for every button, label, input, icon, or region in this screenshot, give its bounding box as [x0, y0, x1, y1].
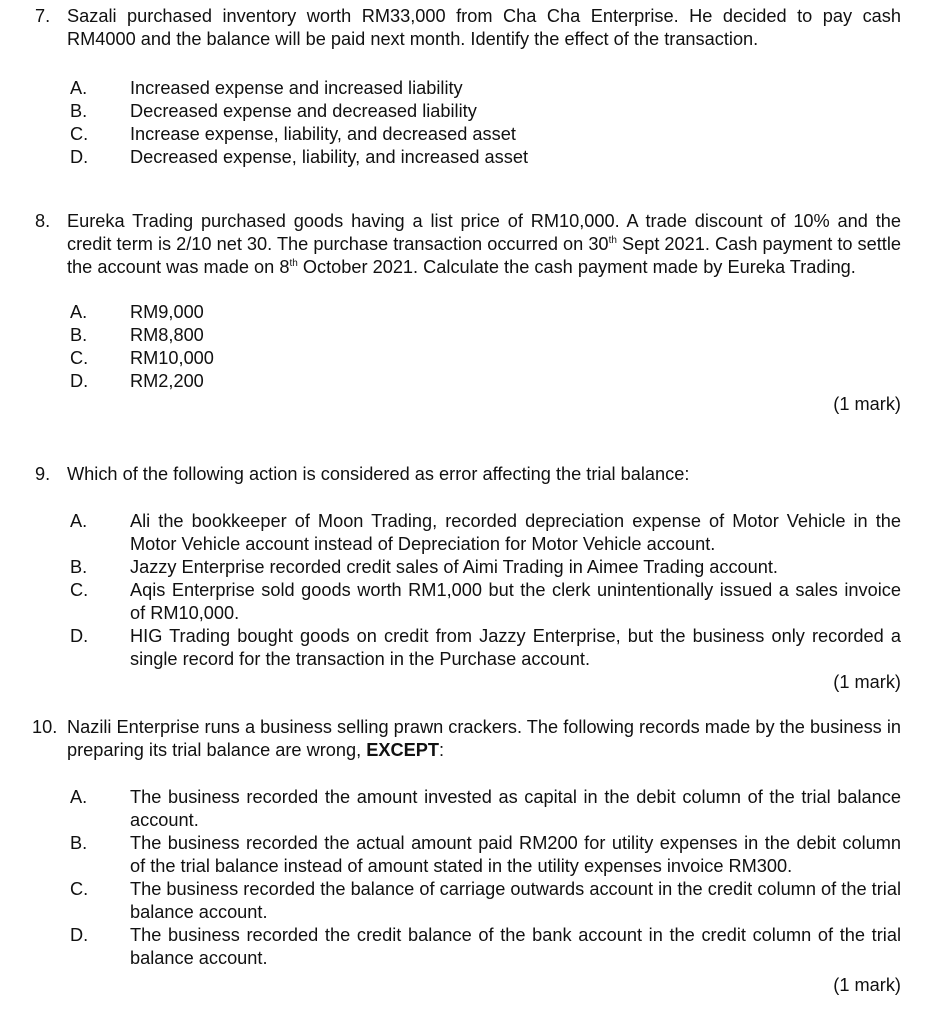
option-letter: B.: [70, 557, 88, 577]
question-9: [0, 463, 937, 694]
question-stem: [0, 5, 937, 51]
option-c: [0, 878, 937, 924]
option-list: [0, 786, 937, 970]
option-a: [0, 510, 937, 556]
option-text: Aqis Enterprise sold goods worth RM1,000 but the clerk unintentionally issued a sales invoice of RM10,000.: [130, 580, 901, 623]
option-text: Decreased expense and decreased liability: [130, 101, 477, 121]
option-letter: C.: [70, 124, 89, 144]
option-text: The business recorded the actual amount paid RM200 for utility expenses in the debit column of the trial balance instead of amount stated in the utility expenses invoice RM300.: [130, 833, 901, 876]
option-text: RM2,200: [130, 371, 204, 391]
option-a: [0, 301, 937, 324]
option-text: Increase expense, liability, and decreased asset: [130, 124, 516, 144]
question-7: [0, 5, 937, 169]
option-letter: C.: [70, 879, 89, 899]
question-10: [0, 716, 937, 997]
option-b: [0, 556, 937, 579]
question-text: Which of the following action is considered as error affecting the trial balance:: [67, 464, 690, 484]
option-text: Ali the bookkeeper of Moon Trading, recorded depreciation expense of Motor Vehicle in the Motor Vehicle account instead of Depreciation for Motor Vehicle account.: [130, 511, 901, 554]
question-stem: [0, 463, 937, 486]
question-text-part-2: Sept 2021. Cash payment to settle the account was made on 8: [67, 234, 902, 277]
option-c: [0, 579, 937, 625]
question-number: 10.: [32, 717, 58, 737]
option-letter: C.: [70, 348, 89, 368]
option-text: Decreased expense, liability, and increased asset: [130, 147, 528, 167]
emphasis-except: EXCEPT: [366, 740, 440, 760]
ordinal-suffix: th: [289, 258, 298, 269]
question-text-part-1: Nazili Enterprise runs a business selling prawn crackers. The following records made by the business in preparing its trial balance are wrong,: [67, 717, 901, 760]
question-text-part-1: Eureka Trading purchased goods having a list price of RM10,000. A trade discount of 10% and the credit term is 2/10 net 30. The purchase transaction occurred on 30: [67, 211, 901, 254]
mark-label: (1 mark): [833, 672, 901, 692]
option-d: [0, 924, 937, 970]
option-letter: A.: [70, 78, 88, 98]
question-number: 9.: [35, 464, 51, 484]
option-d: [0, 146, 937, 169]
option-list: [0, 510, 937, 671]
option-letter: C.: [70, 580, 89, 600]
option-a: [0, 77, 937, 100]
option-text: Increased expense and increased liability: [130, 78, 463, 98]
option-text: RM8,800: [130, 325, 204, 345]
option-b: [0, 832, 937, 878]
option-b: [0, 324, 937, 347]
option-letter: B.: [70, 101, 88, 121]
option-c: [0, 347, 937, 370]
option-letter: D.: [70, 925, 89, 945]
option-c: [0, 123, 937, 146]
question-stem: [0, 716, 937, 762]
question-stem: [0, 210, 937, 279]
question-number: 8.: [35, 211, 51, 231]
mark-label: (1 mark): [833, 975, 901, 995]
option-text: RM10,000: [130, 348, 214, 368]
option-text: HIG Trading bought goods on credit from Jazzy Enterprise, but the business only recorded a single record for the transaction in the Purchase account.: [130, 626, 901, 669]
question-number: 7.: [35, 6, 51, 26]
option-text: The business recorded the amount invested as capital in the debit column of the trial balance account.: [130, 787, 901, 830]
option-d: [0, 625, 937, 671]
mark-label: (1 mark): [833, 394, 901, 414]
option-text: The business recorded the balance of carriage outwards account in the credit column of the trial balance account.: [130, 879, 901, 922]
question-text-part-3: October 2021. Calculate the cash payment made by Eureka Trading.: [297, 257, 856, 277]
option-d: [0, 370, 937, 393]
option-letter: B.: [70, 325, 88, 345]
question-8: [0, 210, 937, 416]
option-letter: A.: [70, 787, 88, 807]
option-letter: A.: [70, 511, 88, 531]
option-list: [0, 301, 937, 393]
option-a: [0, 786, 937, 832]
question-text-part-2: :: [439, 740, 445, 760]
option-b: [0, 100, 937, 123]
question-text: Sazali purchased inventory worth RM33,000 from Cha Cha Enterprise. He decided to pay cash RM4000 and the balance will be paid next month. Identify the effect of the transaction.: [67, 6, 901, 49]
option-text: The business recorded the credit balance of the bank account in the credit column of the trial balance account.: [130, 925, 901, 968]
option-list: [0, 77, 937, 169]
option-text: Jazzy Enterprise recorded credit sales of Aimi Trading in Aimee Trading account.: [130, 557, 778, 577]
option-letter: A.: [70, 302, 88, 322]
option-letter: D.: [70, 147, 89, 167]
option-letter: B.: [70, 833, 88, 853]
option-letter: D.: [70, 626, 89, 646]
ordinal-suffix: th: [608, 235, 617, 246]
option-text: RM9,000: [130, 302, 204, 322]
option-letter: D.: [70, 371, 89, 391]
